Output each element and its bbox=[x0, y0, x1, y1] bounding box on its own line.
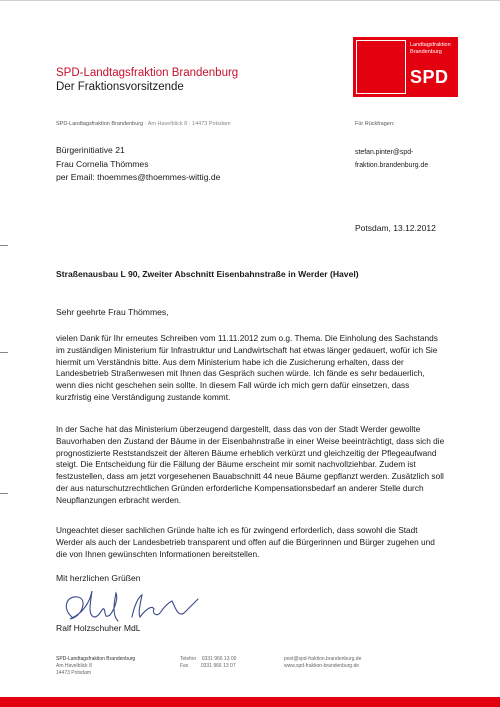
sender-org: SPD-Landtagsfraktion Brandenburg bbox=[56, 121, 144, 127]
punch-mark bbox=[0, 352, 8, 353]
footer-street: Am Havelblick 8 bbox=[56, 663, 92, 669]
footer-website: www.spd-fraktion-brandenburg.de bbox=[284, 663, 360, 669]
footer-org: SPD-Landtagsfraktion Brandenburg bbox=[56, 656, 136, 662]
body-paragraph-1: vielen Dank für Ihr erneutes Schreiben vom 11.11.2012 zum o.g. Thema. Die Einholung des Sachstands im zuständigen Ministerium für Infrastruktur und Landwirtschaft hat etwas länger gedauert, wofür ich Sie hiermit um Verständnis bitte. Aus dem Ministerium habe ich die Zusicherung erhalten, dass der Landesbetrieb Straßenwesen mit Ihnen das Gespräch suchen würde. Ich fände es sehr bedauerlich, wenn dies nicht geschehen sein sollte. In diesem Fall würde ich mich gern dafür einsetzen, dass kurzfristig eine Verständigung zustande kommt. bbox=[56, 333, 438, 402]
signer-name: Ralf Holzschuher MdL bbox=[56, 623, 141, 633]
footer-city: 14473 Potsdam bbox=[56, 670, 92, 676]
footer-fax-label: Fax bbox=[180, 663, 189, 669]
recipient-line-2: Frau Cornelia Thömmes bbox=[56, 158, 149, 169]
body-paragraph-3: Ungeachtet dieser sachlichen Gründe halte ich es für zwingend erforderlich, dass sowohl die Stadt Werder als auch der Landesbetrieb transparent und offen auf die Bürgerinnen und Bürger zugehen und die von Ihnen gewünschten Informationen bereitstellen. bbox=[56, 525, 435, 559]
fold-mark-top bbox=[0, 245, 8, 246]
header-title: SPD-Landtagsfraktion Brandenburg bbox=[56, 67, 239, 79]
contact-email bbox=[355, 147, 428, 172]
spd-logo bbox=[353, 37, 458, 97]
closing: Mit herzlichen Grüßen bbox=[56, 573, 141, 583]
footer-address bbox=[56, 656, 135, 677]
header-subtitle: Der Fraktionsvorsitzende bbox=[56, 81, 184, 93]
letter-subject: Straßenausbau L 90, Zweiter Abschnitt Eisenbahnstraße in Werder (Havel) bbox=[56, 269, 359, 279]
recipient-line-3: per Email: thoemmes@thoemmes-wittig.de bbox=[56, 172, 221, 183]
sender-address-line bbox=[56, 121, 231, 127]
recipient-line-1: Bürgerinitiative 21 bbox=[56, 145, 125, 155]
salutation: Sehr geehrte Frau Thömmes, bbox=[56, 307, 169, 317]
logo-wordmark: SPD bbox=[410, 67, 449, 87]
contact-email-line-1: stefan.pinter@spd- bbox=[355, 149, 414, 156]
contact-email-line-2: fraktion.brandenburg.de bbox=[355, 161, 429, 169]
fold-mark-bottom bbox=[0, 493, 8, 494]
logo-frame bbox=[356, 40, 406, 94]
rueckfragen-label: Für Rückfragen: bbox=[355, 121, 395, 127]
footer-tel-label: Telefon bbox=[180, 656, 197, 662]
top-edge-line bbox=[0, 0, 500, 1]
logo-line-2: Brandenburg bbox=[410, 48, 442, 55]
recipient-block bbox=[56, 144, 220, 185]
logo-line-1: Landtagsfraktion bbox=[410, 42, 451, 48]
letter-date: Potsdam, 13.12.2012 bbox=[355, 223, 436, 233]
footer-email: post@spd-fraktion.brandenburg.de bbox=[284, 656, 362, 662]
logo-small-text bbox=[410, 42, 456, 55]
handwritten-signature bbox=[60, 587, 200, 627]
footer-web bbox=[284, 656, 361, 670]
footer-fax-value: 0331 966 13 07 bbox=[200, 663, 236, 669]
body-paragraph-2: In der Sache hat das Ministerium überzeugend dargestellt, dass das von der Stadt Werder gewollte Bauvorhaben den Zustand der Bäume in der Eisenbahnstraße in einer Weise beeinträchtigt, dass sich die prognostizierte Reststandszeit der älteren Bäume erheblich verkürzt und gleichzeitig der Pflegeaufwand steigt. Die Entscheidung für die Fällung der Bäume erscheint mir somit nachvollziehbar. Zudem ist festzustellen, dass am jetzt vorgesehenen Bauabschnitt 44 neue Bäume gepflanzt werden. Zusätzlich soll der aus naturschutzrechtlichen Gründen erforderliche Kompensationsbedarf an anderer Stelle durch Neupflanzungen erbracht werden. bbox=[56, 424, 445, 505]
footer-tel-value: 0331 966 13 00 bbox=[201, 656, 237, 662]
brand-bottom-bar bbox=[0, 697, 500, 707]
sender-address: · Am Havelblick 8 · 14473 Potsdam bbox=[143, 121, 231, 127]
footer-phone bbox=[180, 656, 236, 670]
